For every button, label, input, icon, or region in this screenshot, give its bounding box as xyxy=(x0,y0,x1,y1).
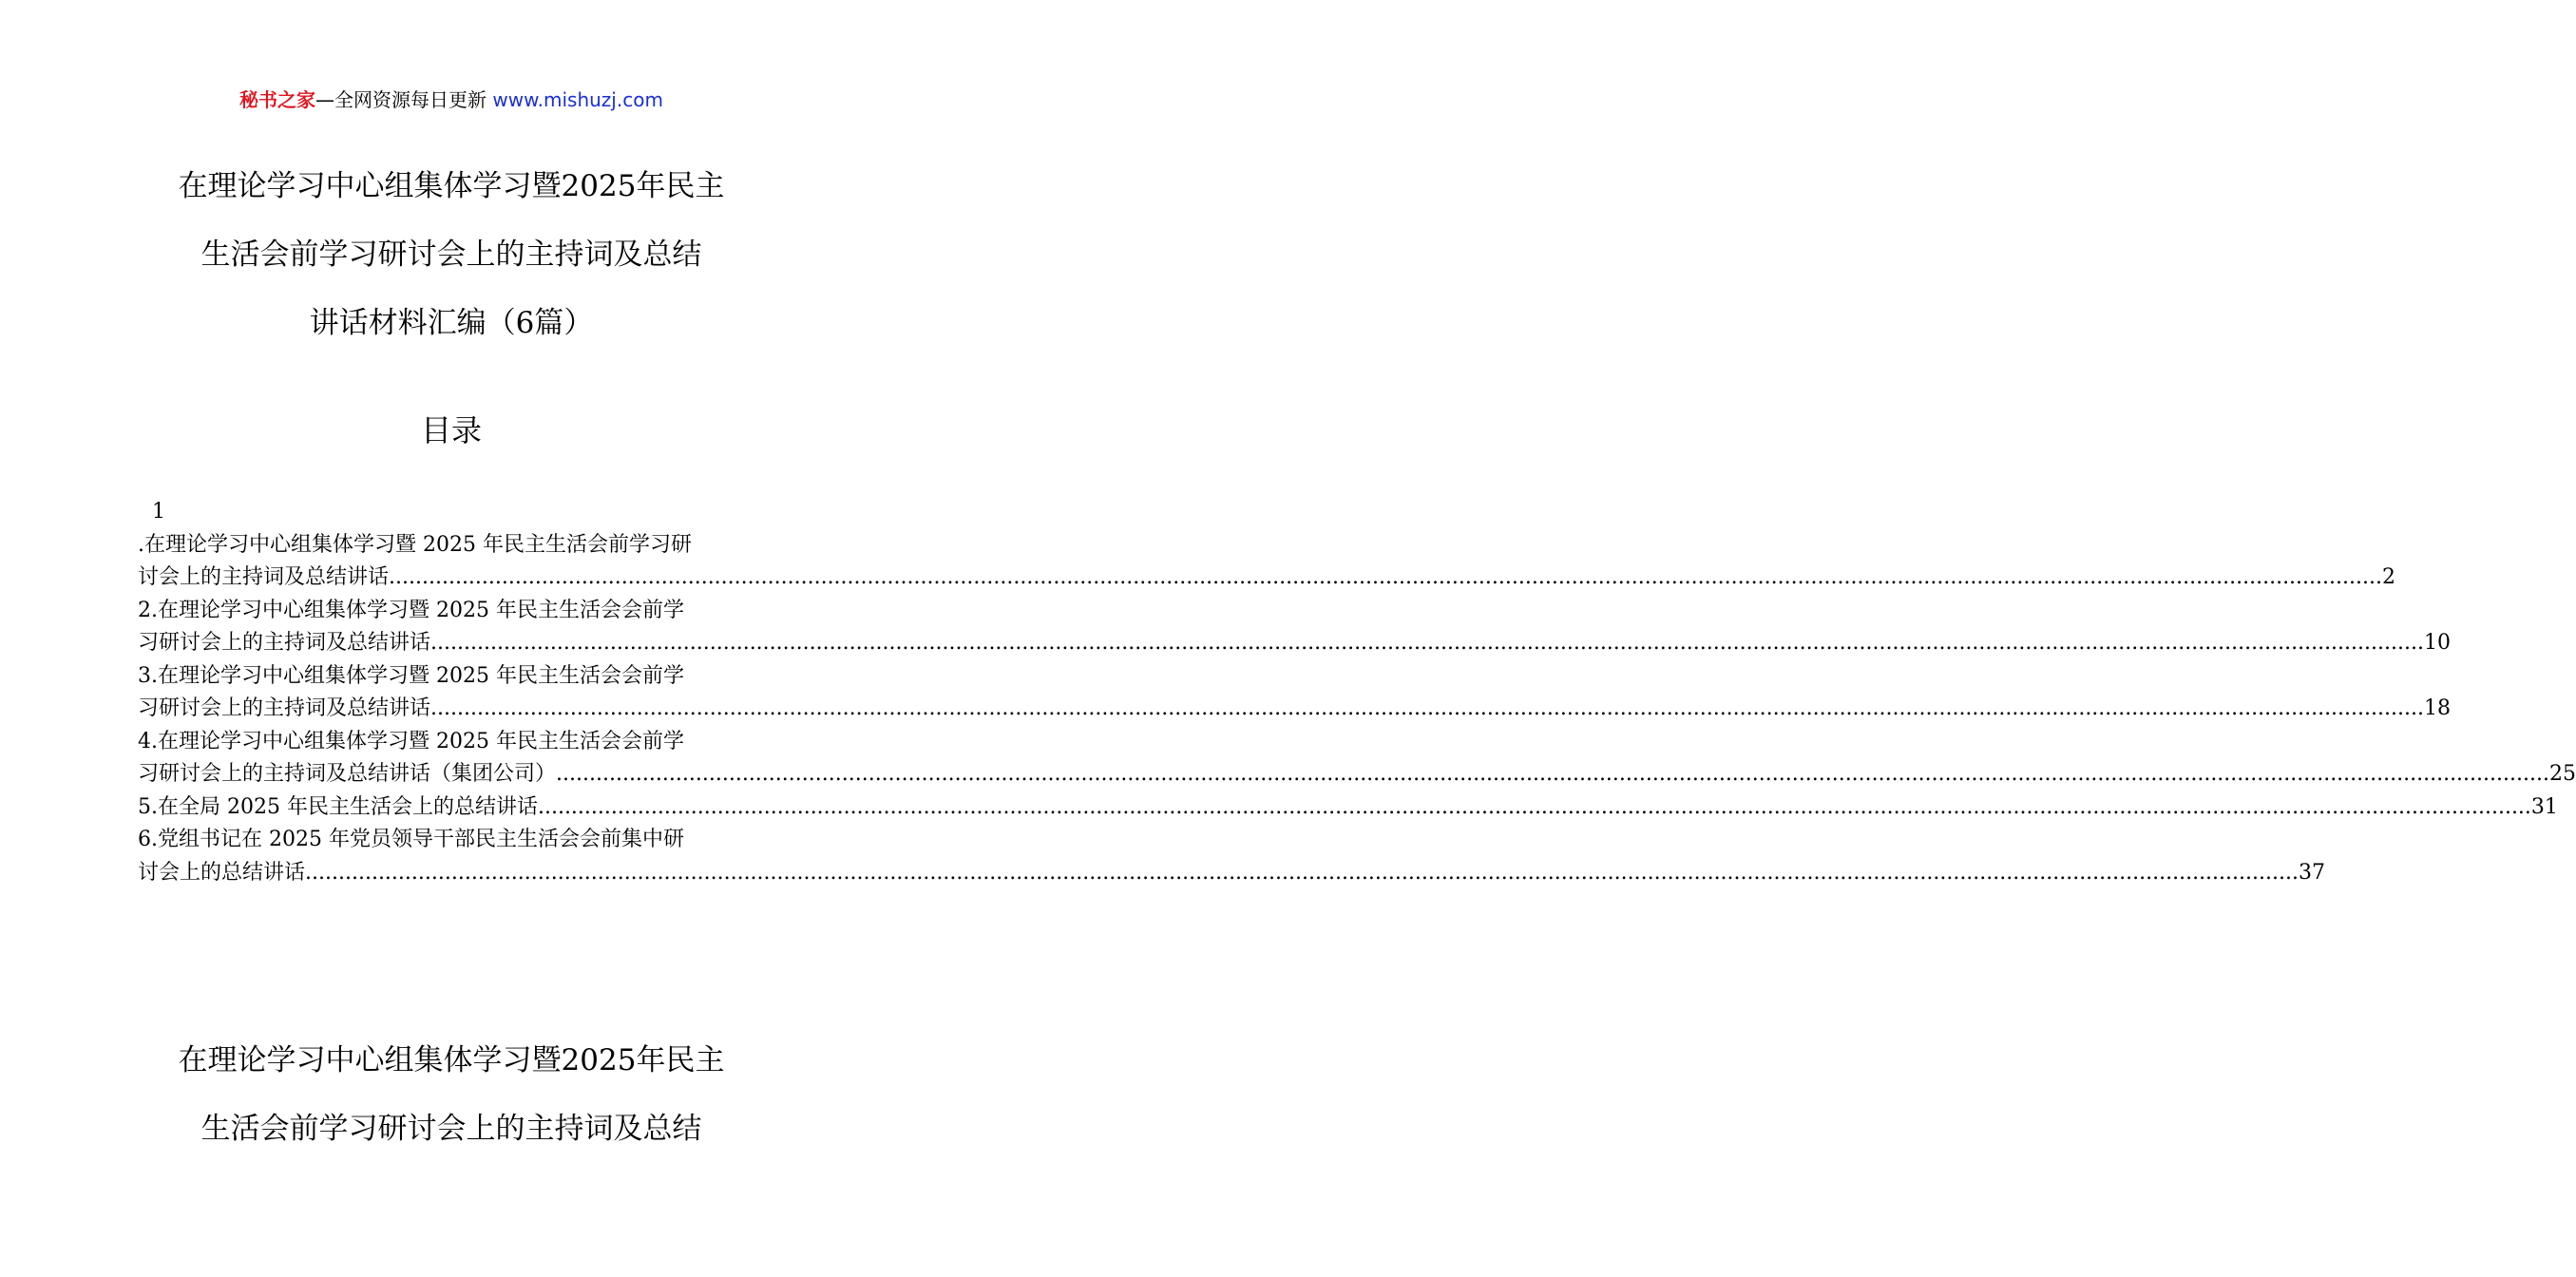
toc-entry-text: 4.在理论学习中心组集体学习暨 2025 年民主生活会会前学 xyxy=(138,729,684,753)
toc-leader-dots: ............................................................................................................................................................................................................................................................................................................ xyxy=(389,565,2382,589)
toc-entry-last-line xyxy=(138,562,2395,595)
toc-entry-last-line xyxy=(138,857,2325,890)
toc-entry-last-line xyxy=(138,627,2451,660)
toc-entry-last-line xyxy=(138,791,2558,825)
toc-entry-text: 习研讨会上的主持词及总结讲话 xyxy=(138,696,431,720)
section-title-line: 在理论学习中心组集体学习暨2025年民主 xyxy=(178,1043,725,1077)
toc-page-number: 2 xyxy=(2381,565,2395,589)
document-title-line: 讲话材料汇编（6篇） xyxy=(309,306,594,340)
site-brand: 秘书之家 xyxy=(239,88,316,111)
toc-entry-text: .在理论学习中心组集体学习暨 2025 年民主生活会前学习研 xyxy=(138,532,692,557)
toc-heading: 目录 xyxy=(420,412,482,448)
toc-entry[interactable] xyxy=(138,791,2558,825)
toc-entry-text: 2.在理论学习中心组集体学习暨 2025 年民主生活会会前学 xyxy=(138,598,684,622)
toc-entry[interactable] xyxy=(138,529,2395,595)
toc-first-number: 1 xyxy=(152,500,165,524)
toc-entry-text: 习研讨会上的主持词及总结讲话（集团公司） xyxy=(138,762,557,786)
section-title xyxy=(57,1026,846,1163)
toc-entry[interactable] xyxy=(138,660,2451,726)
site-url-link[interactable]: www.mishuzj.com xyxy=(492,88,663,111)
table-of-contents xyxy=(138,496,2576,889)
toc-page-number: 18 xyxy=(2423,696,2451,720)
toc-page-number: 31 xyxy=(2530,794,2558,819)
toc-entry-text: 6.党组书记在 2025 年党员领导干部民主生活会会前集中研 xyxy=(138,828,684,851)
document-title-line: 生活会前学习研讨会上的主持词及总结 xyxy=(200,238,702,272)
toc-entry-text: 5.在全局 2025 年民主生活会上的总结讲话 xyxy=(138,794,538,819)
toc-entry-last-line xyxy=(138,758,2576,791)
toc-leader-dots: ............................................................................................................................................................................................................................................................................................................ xyxy=(305,860,2299,885)
toc-entry[interactable] xyxy=(138,726,2576,791)
toc-page-number: 25 xyxy=(2548,762,2576,786)
document-title-line: 在理论学习中心组集体学习暨2025年民主 xyxy=(178,169,725,203)
toc-leader-dots: ............................................................................................................................................................................................................................................................................................................ xyxy=(537,794,2531,819)
toc-page-number: 10 xyxy=(2423,631,2451,655)
document-title xyxy=(57,152,846,357)
toc-page-number: 37 xyxy=(2298,860,2325,885)
toc-entry-last-line xyxy=(138,693,2451,726)
site-tagline: —全网资源每日更新 xyxy=(315,88,493,111)
toc-entry-text: 习研讨会上的主持词及总结讲话 xyxy=(138,631,431,655)
toc-entry[interactable] xyxy=(138,824,2325,889)
toc-leader-dots: ............................................................................................................................................................................................................................................................................................................ xyxy=(430,696,2424,720)
toc-entry-text: 3.在理论学习中心组集体学习暨 2025 年民主生活会会前学 xyxy=(138,663,684,688)
section-title-line: 生活会前学习研讨会上的主持词及总结 xyxy=(200,1112,702,1146)
toc-entry[interactable] xyxy=(138,595,2451,660)
site-banner xyxy=(0,86,903,114)
toc-leader-dots: ............................................................................................................................................................................................................................................................................................................ xyxy=(430,631,2424,655)
toc-leader-dots: ............................................................................................................................................................................................................................................................................................................ xyxy=(556,762,2549,786)
toc-entry-text: 讨会上的总结讲话 xyxy=(138,860,306,885)
toc-entry-text: 讨会上的主持词及总结讲话 xyxy=(138,565,390,589)
